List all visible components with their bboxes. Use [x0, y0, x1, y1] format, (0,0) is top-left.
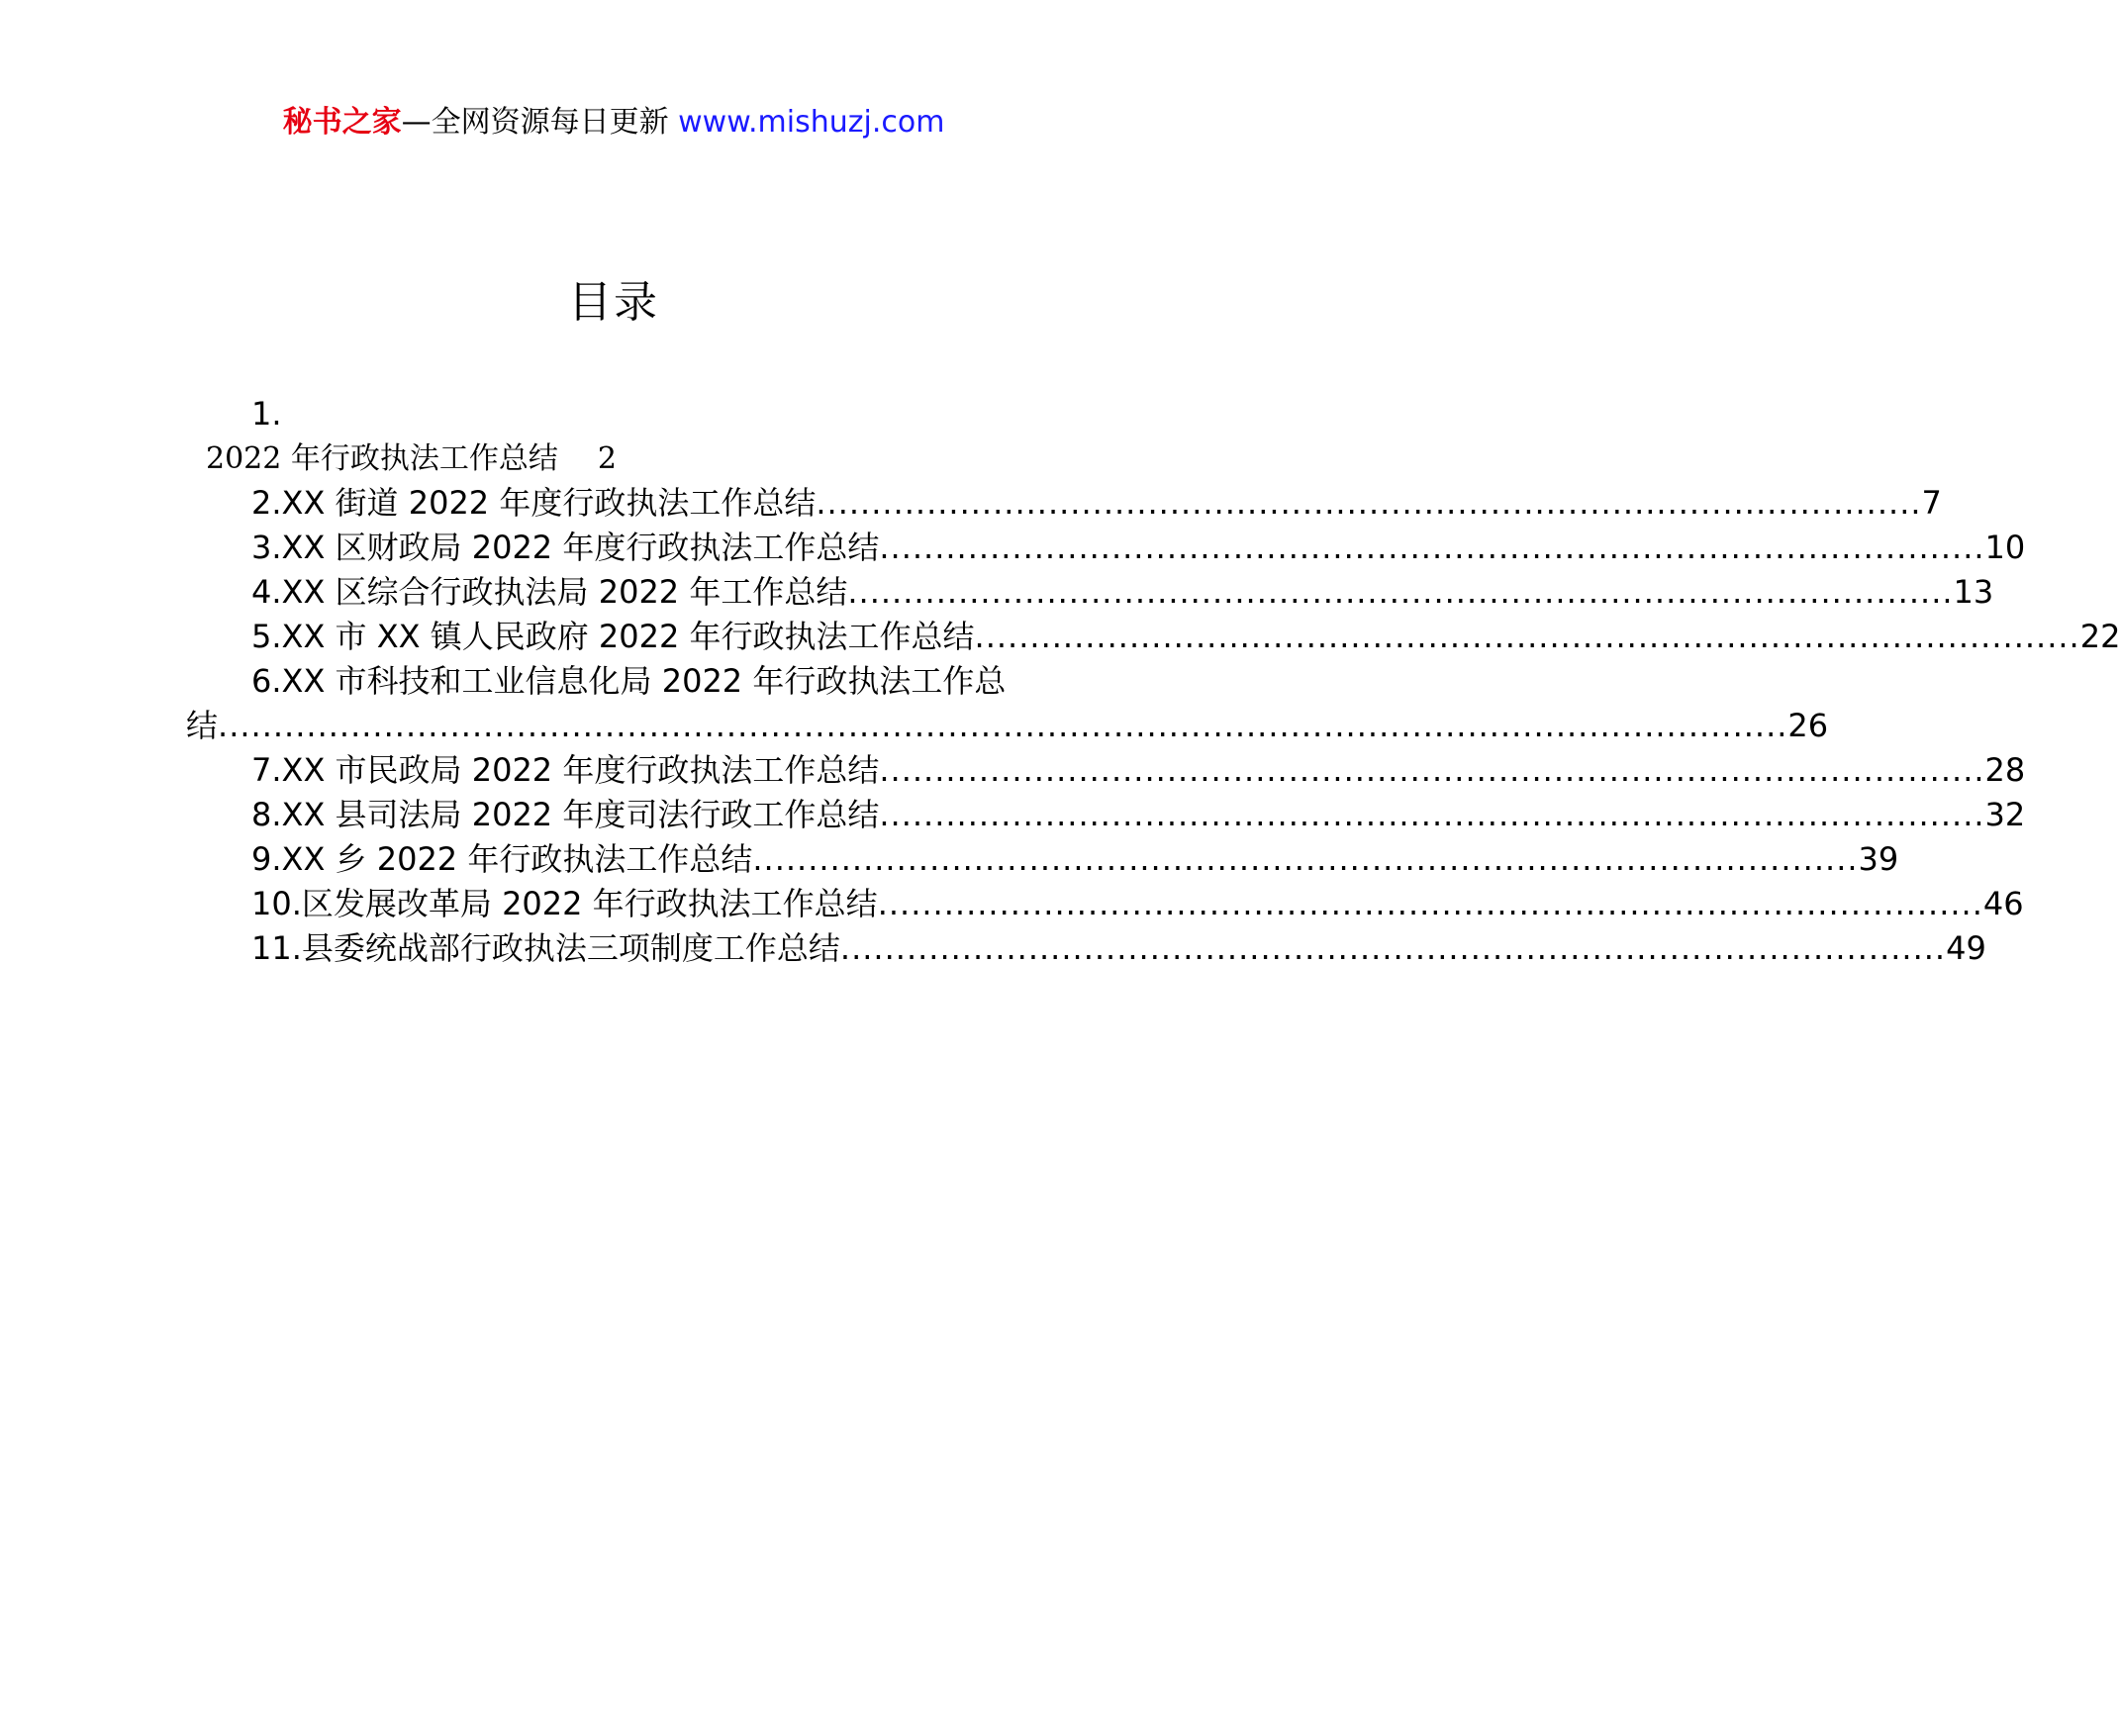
toc-entry-page: 22 [2079, 618, 2120, 655]
dot-leader: .............................................................................................................................................. [218, 707, 1788, 744]
toc-entry-6-continued[interactable] [186, 704, 1829, 748]
toc-entry-page: 28 [1984, 751, 2026, 789]
dot-leader: .................................................................................................... [816, 484, 1922, 522]
toc-entry-text: 8.XX 县司法局 2022 年度司法行政工作总结 [251, 796, 880, 833]
toc-entry-text: 2022 年行政执法工作总结 [206, 441, 558, 476]
toc-entry-page: 10 [1984, 529, 2026, 566]
toc-entry-text: 11.县委统战部行政执法三项制度工作总结 [251, 929, 840, 967]
dot-leader: .................................................................................................... [879, 796, 1985, 833]
toc-entry-page: 32 [1984, 796, 2026, 833]
site-header [0, 101, 1227, 145]
dot-leader: .................................................................................................... [879, 751, 1985, 789]
toc-entry-page: 46 [1982, 885, 2024, 922]
toc-entry-page: 39 [1858, 840, 1899, 878]
toc-entry-page: 26 [1787, 707, 1829, 744]
toc-entry-3[interactable] [186, 526, 2026, 570]
dot-leader: .................................................................................................... [839, 929, 1947, 967]
toc-entry-text: 2.XX 街道 2022 年度行政执法工作总结 [251, 484, 817, 522]
dot-leader: .................................................................................................... [847, 573, 1954, 611]
header-tagline: —全网资源每日更新 [401, 105, 669, 140]
toc-entry-2[interactable] [186, 481, 1942, 526]
brand-name: 秘书之家 [282, 105, 402, 140]
dot-leader: .................................................................................................... [877, 885, 1983, 922]
toc-entry-10[interactable] [186, 882, 2024, 926]
toc-entry-11[interactable] [186, 926, 1986, 971]
toc-entry-page: 7 [1921, 484, 1942, 522]
page-title: 目录 [568, 277, 659, 328]
toc-entry-text: 3.XX 区财政局 2022 年度行政执法工作总结 [251, 529, 880, 566]
dot-leader: .................................................................................................... [752, 840, 1859, 878]
toc-entry-text: 7.XX 市民政局 2022 年度行政执法工作总结 [251, 751, 880, 789]
toc-entry-9[interactable] [186, 837, 1899, 882]
toc-entry-7[interactable] [186, 748, 2026, 793]
toc-entry-text-continued: 结 [186, 707, 219, 744]
toc-entry-6[interactable] [186, 659, 1043, 704]
toc-entry-text: 4.XX 区综合行政执法局 2022 年工作总结 [251, 573, 848, 611]
toc-entry-1[interactable] [186, 436, 1043, 481]
table-of-contents [186, 392, 2120, 971]
toc-entry-text: 5.XX 市 XX 镇人民政府 2022 年行政执法工作总结 [251, 618, 975, 655]
toc-entry-5[interactable] [186, 615, 2120, 659]
toc-entry-page: 13 [1953, 573, 1994, 611]
toc-entry-text: 9.XX 乡 2022 年行政执法工作总结 [251, 840, 753, 878]
dot-leader: .................................................................................................... [974, 618, 2080, 655]
toc-entry-number: 1. [251, 395, 282, 433]
site-url-link[interactable]: www.mishuzj.com [678, 105, 945, 140]
toc-entry-1-number[interactable] [186, 392, 1043, 436]
toc-entry-page: 49 [1946, 929, 1986, 967]
toc-entry-text: 6.XX 市科技和工业信息化局 2022 年行政执法工作总 [251, 662, 1007, 700]
dot-leader: .................................................................................................... [879, 529, 1985, 566]
toc-entry-4[interactable] [186, 570, 1994, 615]
toc-entry-text: 10.区发展改革局 2022 年行政执法工作总结 [251, 885, 878, 922]
toc-entry-8[interactable] [186, 793, 2026, 837]
toc-entry-page: 2 [597, 441, 617, 476]
